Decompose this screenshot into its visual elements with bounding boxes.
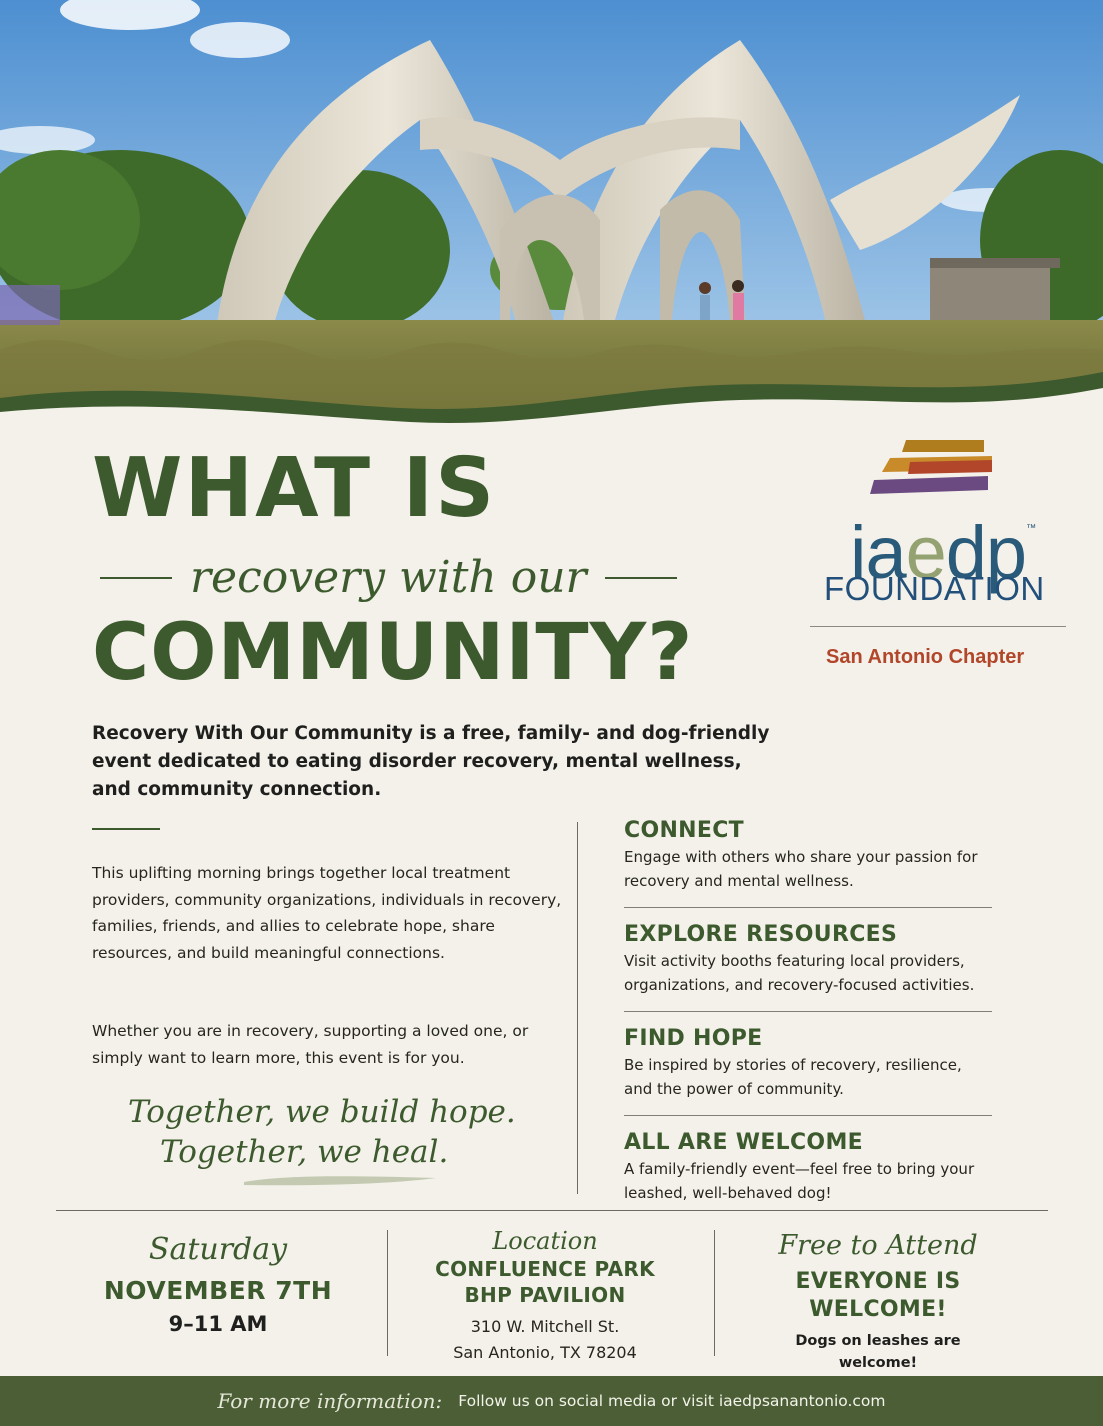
logo-divider [810, 626, 1066, 627]
column-divider [577, 822, 578, 1194]
intro-divider [92, 828, 160, 830]
feature-title: CONNECT [624, 818, 744, 843]
feature-text: A family-friendly event—feel free to bring your leashed, well-behaved dog! [624, 1160, 975, 1202]
intro-paragraph: Recovery With Our Community is a free, family- and dog-friendly event dedicated to eating disorder recovery, mental wellness, and community connection. [92, 723, 770, 800]
logo-wordmark-e: e [905, 511, 946, 594]
quote-line-1: Together, we build hope. [128, 1094, 516, 1130]
feature-text: Engage with others who share your passion for recovery and mental wellness. [624, 848, 978, 890]
event-date: NOVEMBER 7TH [103, 1276, 333, 1305]
body-paragraph-1: This uplifting morning brings together local treatment providers, community organizations, individuals in recovery, families, friends, and allies to celebrate hope, share resources, and build meaningful connections. [92, 864, 562, 962]
details-top-rule [56, 1210, 1048, 1211]
headline-script-row [100, 548, 740, 608]
headline-line1: WHAT IS [92, 441, 497, 536]
feature-title: EXPLORE RESOURCES [624, 922, 898, 947]
quote-line-2: Together, we heal. [160, 1134, 449, 1170]
cost-line-1: EVERYONE IS [795, 1269, 961, 1294]
feature-connect [624, 816, 992, 920]
feature-title: FIND HOPE [624, 1026, 763, 1051]
feature-divider [624, 907, 992, 908]
event-location-block [406, 1226, 684, 1366]
details-divider-1 [387, 1230, 388, 1356]
dog-note: Dogs on leashes are welcome! [795, 1333, 961, 1371]
feature-text: Visit activity booths featuring local providers, organizations, and recovery-focused activities. [624, 952, 975, 994]
iaedp-foundation-logo [810, 436, 1066, 676]
hero-image [0, 0, 1103, 440]
date-script: Saturday [148, 1232, 288, 1267]
features-list [624, 816, 992, 1232]
event-date-block [80, 1226, 356, 1340]
headline-script: recovery with our [190, 552, 587, 603]
body-paragraph-2: Whether you are in recovery, supporting a loved one, or simply want to learn more, this event is for you. [92, 1022, 529, 1067]
feature-explore-resources [624, 920, 992, 1024]
event-time: 9–11 AM [168, 1312, 268, 1336]
cost-line-2: WELCOME! [809, 1297, 947, 1322]
feature-title: ALL ARE WELCOME [624, 1130, 863, 1155]
logo-chapter-name: San Antonio Chapter [826, 646, 1025, 668]
feature-divider [624, 1115, 992, 1116]
stacked-bars-logo-icon [868, 436, 1008, 498]
details-divider-2 [714, 1230, 715, 1356]
event-cost-block [740, 1226, 1016, 1374]
brush-stroke-decoration [240, 1172, 440, 1188]
location-name-2: BHP PAVILION [464, 1283, 626, 1307]
footer-script: For more information: [217, 1389, 443, 1413]
headline-left-rule [100, 577, 172, 579]
footer-link-text[interactable]: Follow us on social media or visit iaedpsanantonio.com [458, 1392, 886, 1410]
logo-foundation-text: FOUNDATION [824, 570, 1045, 607]
feature-divider [624, 1011, 992, 1012]
pavilion-illustration [0, 0, 1103, 440]
logo-wordmark-ia: ia [850, 511, 906, 594]
location-name-1: CONFLUENCE PARK [435, 1257, 655, 1281]
cost-script: Free to Attend [778, 1230, 978, 1261]
footer-bar [0, 1376, 1103, 1426]
headline-right-rule [605, 577, 677, 579]
script-quote [128, 1092, 548, 1172]
headline-line2: COMMUNITY? [92, 608, 694, 698]
location-address-1: 310 W. Mitchell St. [470, 1317, 620, 1336]
feature-all-are-welcome [624, 1128, 992, 1232]
feature-text: Be inspired by stories of recovery, resilience, and the power of community. [624, 1056, 962, 1098]
trademark-symbol: ™ [1026, 523, 1036, 534]
feature-find-hope [624, 1024, 992, 1128]
logo-wordmark-dp: dp [945, 511, 1027, 594]
location-address-2: San Antonio, TX 78204 [453, 1343, 637, 1362]
location-script: Location [492, 1227, 598, 1255]
